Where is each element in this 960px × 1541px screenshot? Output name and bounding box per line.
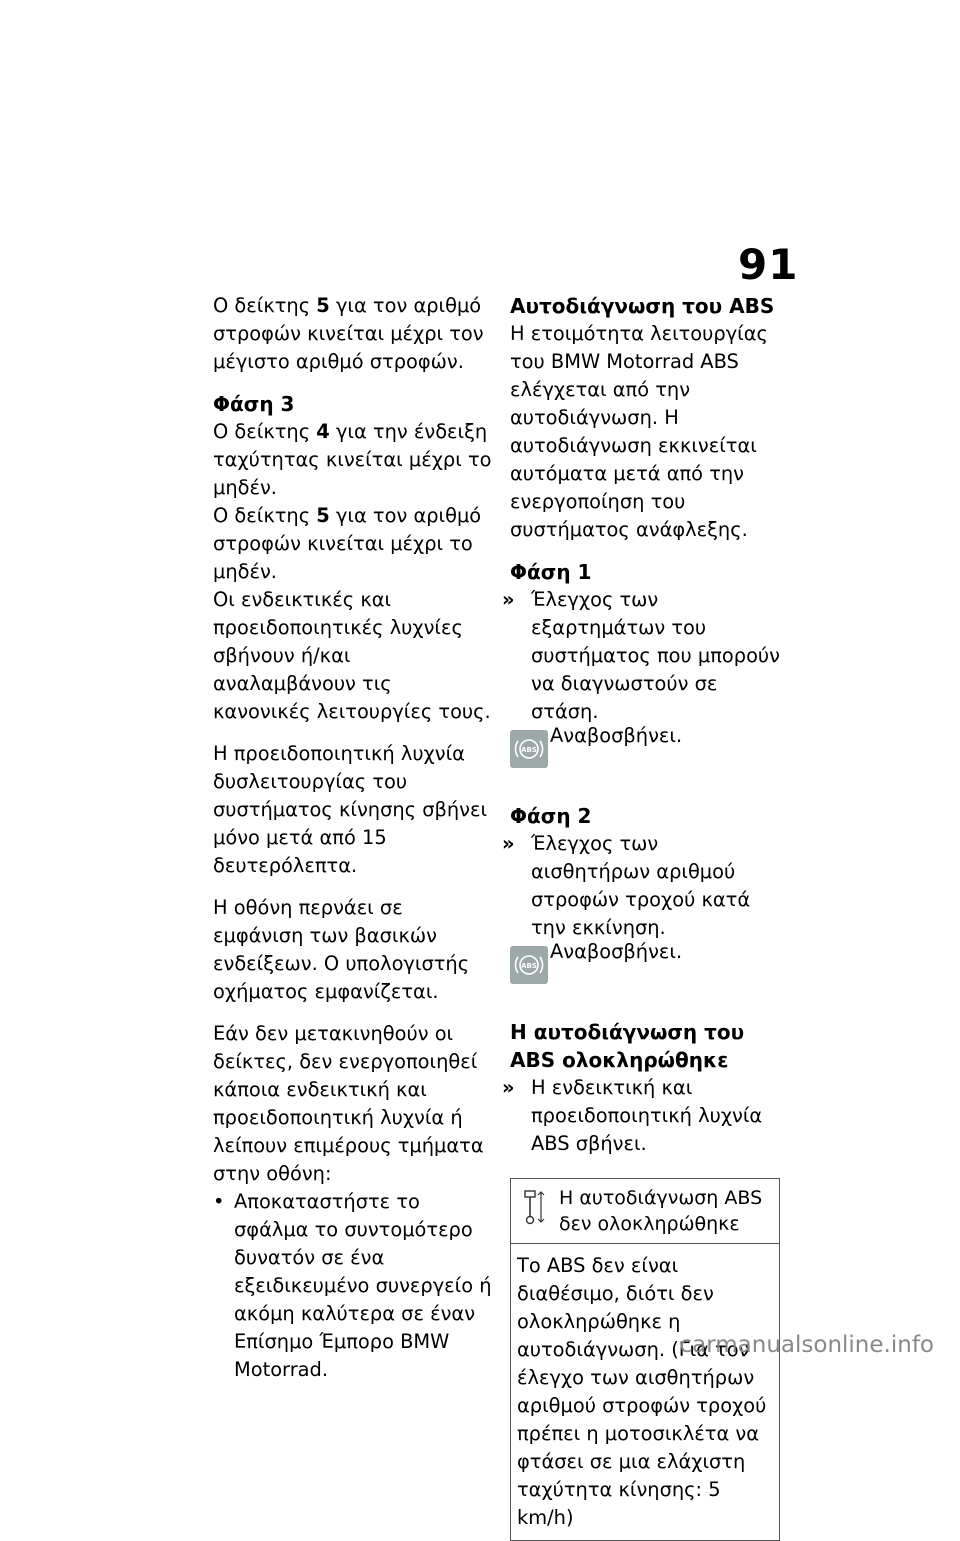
paragraph-speed-zero: Ο δείκτης 4 για την ένδειξη ταχύτητας κινείται μέχρι το μηδέν. xyxy=(213,420,492,499)
left-column xyxy=(213,292,493,1384)
paragraph-lamps-off: Οι ενδεικτικές και προειδοποιητικές λυχνίες σβήνουν ή/και αναλαμβάνουν τις κανονικές λειτουργίες τους. xyxy=(213,588,491,723)
paragraph-display: Η οθόνη περνάει σε εμφάνιση των βασικών ενδείξεων. Ο υπολογιστής οχήματος εμφανίζεται. xyxy=(213,896,470,1003)
page-number: 91 xyxy=(738,240,799,289)
note-title: Η αυτοδιάγνωση ABS δεν ολοκληρώθηκε xyxy=(559,1187,763,1235)
note-box xyxy=(510,1178,780,1541)
footer-watermark: carmanualsonline.info xyxy=(679,1332,934,1358)
abs-selfdiag-title: Αυτοδιάγνωση του ABS xyxy=(510,294,775,318)
phase-2-title: Φάση 2 xyxy=(510,804,592,828)
phase-1-lamp-status: Αναβοσβήνει. xyxy=(550,724,683,747)
paragraph-drive-lamp: Η προειδοποιητική λυχνία δυσλειτουργίας του συστήματος κίνησης σβήνει μόνο μετά από 15 δευτερόλεπτα. xyxy=(213,742,488,877)
abs-warning-lamp-icon xyxy=(510,946,548,984)
selfdiag-complete-title: Η αυτοδιάγνωση του ABS ολοκληρώθηκε xyxy=(510,1020,745,1072)
phase-3-title: Φάση 3 xyxy=(213,392,295,416)
abs-lamp-label: ABS xyxy=(521,962,537,970)
note-header xyxy=(511,1179,779,1243)
phase-1-step: » Έλεγχος των εξαρτημάτων του συστήματος που μπορούν να διαγνωστούν σε στάση. xyxy=(502,588,780,723)
bullet-mark: • xyxy=(213,1190,225,1213)
arrow-mark: » xyxy=(502,588,515,611)
phase-2-step: » Έλεγχος των αισθητήρων αριθμού στροφών τροχού κατά την εκκίνηση. xyxy=(502,832,751,939)
arrow-mark: » xyxy=(502,832,515,855)
workshop-tool-icon xyxy=(523,1189,549,1232)
abs-intro: Η ετοιμότητα λειτουργίας του BMW Motorrad ABS ελέγχεται από την αυτοδιάγνωση. Η αυτοδιάγνωση εκκινείται αυτόματα μετά από την ενεργοποίηση του συστήματος ανάφλεξης. xyxy=(510,322,768,541)
paragraph-rpm-zero: Ο δείκτης 5 για τον αριθμό στροφών κινείται μέχρι το μηδέν. xyxy=(213,504,482,583)
bullet-fix-fault: • Αποκαταστήστε το σφάλμα το συντομότερο δυνατόν σε ένα εξειδικευμένο συνεργείο ή ακόμη καλύτερα σε έναν Επίσημο Έμπορο BMW Motorrad. xyxy=(213,1190,492,1381)
phase-1-lamp-row xyxy=(510,726,780,788)
abs-lamp-label: ABS xyxy=(521,746,537,754)
note-body: Το ABS δεν είναι διαθέσιμο, διότι δεν ολοκληρώθηκε η αυτοδιάγνωση. (Για τον έλεγχο των αισθητήρων αριθμού στροφών τροχού πρέπει η μοτοσικλέτα να φτάσει σε μια ελάχιστη ταχύτητα κίνησης: 5 km/h) xyxy=(511,1243,779,1540)
paragraph-if-fail: Εάν δεν μετακινηθούν οι δείκτες, δεν ενεργοποιηθεί κάποια ενδεικτική και προειδοποιητική λυχνία ή λείπουν επιμέρους τμήματα στην οθόνη: xyxy=(213,1022,484,1185)
abs-warning-lamp-icon xyxy=(510,730,548,768)
phase-2-lamp-status: Αναβοσβήνει. xyxy=(550,940,683,963)
paragraph-rpm-max: Ο δείκτης 5 για τον αριθμό στροφών κινείται μέχρι τον μέγιστο αριθμό στροφών. xyxy=(213,294,484,373)
arrow-mark: » xyxy=(502,1076,515,1099)
phase-2-lamp-row xyxy=(510,942,780,1004)
selfdiag-complete-step: » Η ενδεικτική και προειδοποιητική λυχνία ABS σβήνει. xyxy=(502,1076,763,1155)
phase-1-title: Φάση 1 xyxy=(510,560,592,584)
